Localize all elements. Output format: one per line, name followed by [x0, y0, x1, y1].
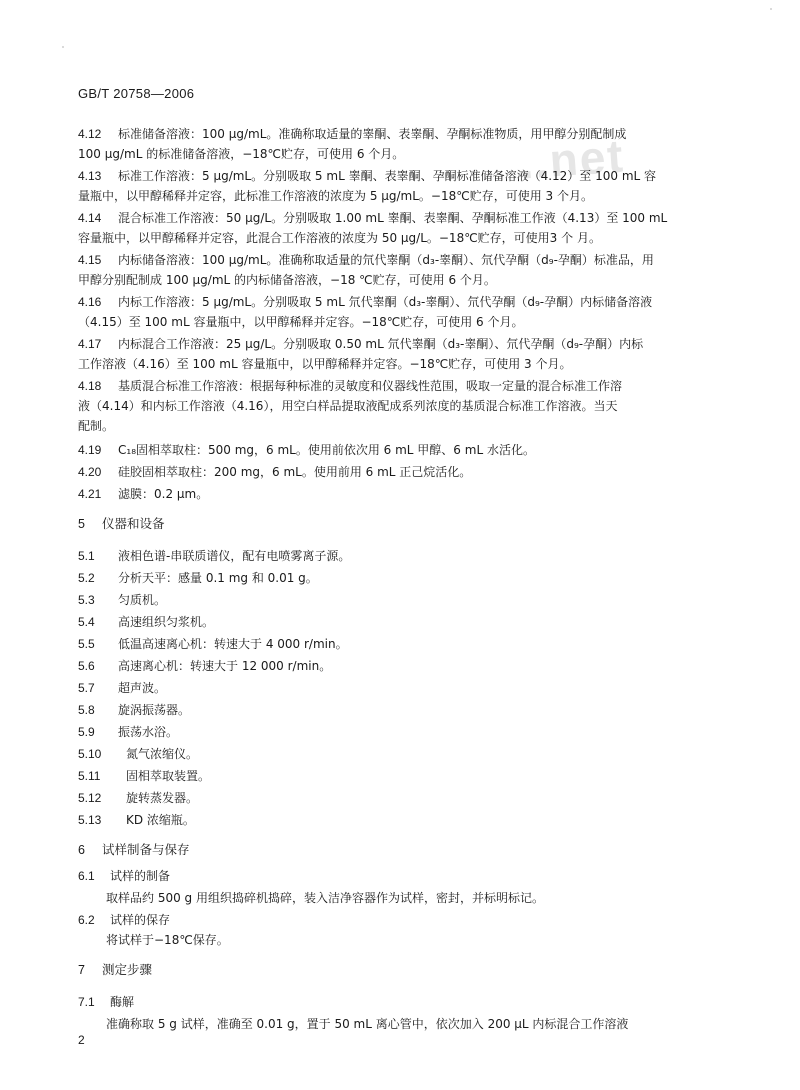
- clause-continuation: 量瓶中，以甲醇稀释并定容，此标准工作溶液的浓度为 5 μg/mL。−18℃贮存，可使用 3 个月。: [78, 189, 594, 203]
- clause-text: 混合标准工作溶液：50 μg/L。分别吸取 1.00 mL 睾酮、表睾酮、孕酮标准工作液（4.13）至 100 mL: [118, 211, 668, 225]
- clause-number: 5.1: [78, 549, 95, 563]
- subsection-body: 将试样于−18℃保存。: [106, 933, 229, 947]
- clause-5-10: [78, 744, 712, 764]
- clause-text: 基质混合标准工作溶液：根据每种标准的灵敏度和仪器线性范围，吸取一定量的混合标准工作溶: [118, 379, 623, 393]
- scan-speck: [62, 46, 64, 48]
- clause-number: 4.14: [78, 211, 102, 225]
- clause-4-13: [78, 166, 712, 186]
- clause-number: 5.7: [78, 681, 95, 695]
- scan-speck: [770, 8, 772, 10]
- clause-4-16: [78, 292, 712, 312]
- clause-number: 5.6: [78, 659, 95, 673]
- section-number: 5: [78, 517, 85, 531]
- clause-text: 旋涡振荡器。: [118, 703, 191, 717]
- clause-5-9: [78, 722, 712, 742]
- clause-5-3: [78, 590, 712, 610]
- subsection-body: 取样品约 500 g 用组织捣碎机捣碎，装入洁净容器作为试样，密封，并标明标记。: [106, 891, 544, 905]
- clause-4-14: [78, 208, 712, 228]
- clause-text: 氮气浓缩仪。: [126, 747, 199, 761]
- clause-4-19: [78, 440, 712, 460]
- subsection-6-1: [78, 866, 712, 886]
- clause-5-6: [78, 656, 712, 676]
- clause-text: 标准储备溶液：100 μg/mL。准确称取适量的睾酮、表睾酮、孕酮标准物质，用甲醇分别配制成: [118, 127, 627, 141]
- clause-number: 5.3: [78, 593, 95, 607]
- clause-continuation: 甲醇分别配制成 100 μg/mL 的内标储备溶液，−18 ℃贮存，可使用 6 个月。: [78, 273, 496, 287]
- section-heading: [78, 840, 190, 860]
- clause-4-17: [78, 334, 712, 354]
- clause-text: 内标混合工作溶液：25 μg/L。分别吸取 0.50 mL 氘代睾酮（d₃-睾酮）、氘代孕酮（d₉-孕酮）内标: [118, 337, 644, 351]
- standard-code: GB/T 20758—2006: [78, 86, 195, 101]
- clause-text: 高速组织匀浆机。: [118, 615, 215, 629]
- clause-number: 4.18: [78, 379, 102, 393]
- clause-continuation: 配制。: [78, 419, 115, 433]
- clause-text: 旋转蒸发器。: [126, 791, 199, 805]
- clause-text: 固相萃取装置。: [126, 769, 211, 783]
- clause-text: 匀质机。: [118, 593, 167, 607]
- clause-number: 5.12: [78, 791, 102, 805]
- clause-number: 5.2: [78, 571, 95, 585]
- section-number: 7: [78, 963, 85, 977]
- clause-number: 4.16: [78, 295, 102, 309]
- clause-number: 4.13: [78, 169, 102, 183]
- clause-5-7: [78, 678, 712, 698]
- clause-number: 4.15: [78, 253, 102, 267]
- clause-5-1: [78, 546, 712, 566]
- clause-5-2: [78, 568, 712, 588]
- clause-continuation: 容量瓶中，以甲醇稀释并定容，此混合工作溶液的浓度为 50 μg/L。−18℃贮存，可使用3 个 月。: [78, 231, 601, 245]
- clause-4-18: [78, 376, 712, 396]
- clause-4-12: [78, 124, 712, 144]
- clause-number: 4.20: [78, 465, 102, 479]
- clause-5-11: [78, 766, 712, 786]
- section-title: 试样制备与保存: [102, 842, 190, 857]
- section-title: 仪器和设备: [102, 516, 165, 531]
- subsection-title: 试样的制备: [110, 869, 171, 883]
- clause-continuation: 100 μg/mL 的标准储备溶液，−18℃贮存，可使用 6 个月。: [78, 147, 405, 161]
- clause-number: 4.21: [78, 487, 102, 501]
- clause-text: 低温高速离心机：转速大于 4 000 r/min。: [118, 637, 348, 651]
- subsection-number: 6.1: [78, 869, 95, 883]
- clause-number: 4.17: [78, 337, 102, 351]
- page-number: 2: [78, 1033, 85, 1047]
- watermark: ..net: [518, 129, 627, 189]
- subsection-title: 试样的保存: [110, 913, 171, 927]
- clause-number: 4.12: [78, 127, 102, 141]
- subsection-title: 酶解: [110, 995, 135, 1009]
- clause-text: 超声波。: [118, 681, 167, 695]
- clause-5-12: [78, 788, 712, 808]
- clause-number: 5.8: [78, 703, 95, 717]
- subsection-6-2: [78, 910, 712, 930]
- clause-continuation: （4.15）至 100 mL 容量瓶中，以甲醇稀释并定容。−18℃贮存，可使用 6 个月。: [78, 315, 524, 329]
- clause-number: 4.19: [78, 443, 102, 457]
- clause-text: 高速离心机：转速大于 12 000 r/min。: [118, 659, 332, 673]
- clause-5-4: [78, 612, 712, 632]
- clause-number: 5.11: [78, 769, 101, 783]
- clause-5-8: [78, 700, 712, 720]
- clause-continuation: 工作溶液（4.16）至 100 mL 容量瓶中，以甲醇稀释并定容。−18℃贮存，可使用 3 个月。: [78, 357, 572, 371]
- subsection-number: 7.1: [78, 995, 95, 1009]
- section-heading: [78, 514, 165, 534]
- clause-text: 标准工作溶液：5 μg/mL。分别吸取 5 mL 睾酮、表睾酮、孕酮标准储备溶液（4.12）至 100 mL 容: [118, 169, 657, 183]
- clause-number: 5.13: [78, 813, 102, 827]
- clause-number: 5.5: [78, 637, 95, 651]
- clause-5-5: [78, 634, 712, 654]
- clause-4-21: [78, 484, 712, 504]
- clause-4-15: [78, 250, 712, 270]
- clause-text: 分析天平：感量 0.1 mg 和 0.01 g。: [118, 571, 318, 585]
- clause-text: 内标储备溶液：100 μg/mL。准确称取适量的氘代睾酮（d₃-睾酮）、氘代孕酮（d₉-孕酮）标准品，用: [118, 253, 654, 267]
- clause-number: 5.9: [78, 725, 95, 739]
- clause-number: 5.10: [78, 747, 102, 761]
- clause-4-20: [78, 462, 712, 482]
- section-heading: [78, 960, 152, 980]
- subsection-7-1: [78, 992, 712, 1012]
- section-number: 6: [78, 843, 85, 857]
- clause-text: C₁₈固相萃取柱：500 mg，6 mL。使用前依次用 6 mL 甲醇、6 mL 水活化。: [118, 443, 535, 457]
- clause-number: 5.4: [78, 615, 95, 629]
- subsection-number: 6.2: [78, 913, 95, 927]
- clause-text: 内标工作溶液：5 μg/mL。分别吸取 5 mL 氘代睾酮（d₃-睾酮）、氘代孕酮（d₉-孕酮）内标储备溶液: [118, 295, 653, 309]
- clause-text: 滤膜：0.2 μm。: [118, 487, 209, 501]
- clause-text: 液相色谱-串联质谱仪，配有电喷雾离子源。: [118, 549, 351, 563]
- subsection-body: 准确称取 5 g 试样，准确至 0.01 g，置于 50 mL 离心管中，依次加入 200 μL 内标混合工作溶液: [106, 1017, 629, 1031]
- clause-5-13: [78, 810, 712, 830]
- clause-text: 硅胶固相萃取柱：200 mg，6 mL。使用前用 6 mL 正己烷活化。: [118, 465, 472, 479]
- clause-text: 振荡水浴。: [118, 725, 179, 739]
- clause-continuation: 液（4.14）和内标工作溶液（4.16），用空白样品提取液配成系列浓度的基质混合标准工作溶液。当天: [78, 399, 618, 413]
- clause-text: KD 浓缩瓶。: [126, 813, 195, 827]
- section-title: 测定步骤: [102, 962, 153, 977]
